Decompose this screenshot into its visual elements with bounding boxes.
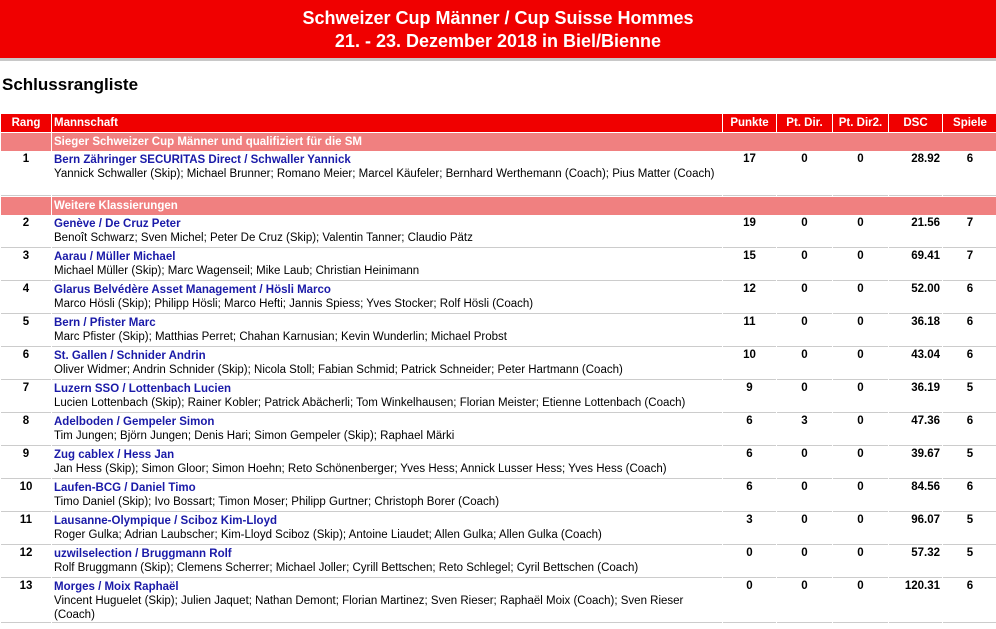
team-link[interactable]: Bern Zähringer SECURITAS Direct / Schwaller Yannick bbox=[54, 154, 351, 166]
pt-dir-cell: 0 bbox=[777, 546, 832, 578]
col-pt-dir-header: Pt. Dir. bbox=[777, 114, 832, 132]
table-header-row bbox=[1, 114, 996, 132]
points-cell: 9 bbox=[723, 381, 776, 413]
team-members: Oliver Widmer; Andrin Schnider (Skip); Nicola Stoll; Fabian Schmid; Patrick Schneider; Peter Hartmann (Coach) bbox=[54, 364, 623, 376]
pt-dir2-cell: 0 bbox=[833, 513, 888, 545]
table-row bbox=[1, 546, 996, 578]
team-members: Lucien Lottenbach (Skip); Rainer Kobler; Patrick Abächerli; Tom Winkelhausen; Florian Meister; Etienne Lottenbach (Coach) bbox=[54, 397, 686, 409]
team-cell bbox=[52, 513, 722, 545]
section-row bbox=[1, 133, 996, 151]
team-cell bbox=[52, 381, 722, 413]
dsc-cell: 120.31 bbox=[889, 579, 942, 623]
pt-dir-cell: 0 bbox=[777, 216, 832, 248]
table-row bbox=[1, 152, 996, 196]
pt-dir-cell: 0 bbox=[777, 579, 832, 623]
games-cell: 6 bbox=[943, 414, 996, 446]
games-cell: 5 bbox=[943, 381, 996, 413]
pt-dir2-cell: 0 bbox=[833, 216, 888, 248]
team-cell bbox=[52, 414, 722, 446]
team-cell bbox=[52, 282, 722, 314]
points-cell: 10 bbox=[723, 348, 776, 380]
pt-dir-cell: 0 bbox=[777, 381, 832, 413]
rank-cell: 13 bbox=[1, 579, 51, 623]
rank-cell: 4 bbox=[1, 282, 51, 314]
pt-dir2-cell: 0 bbox=[833, 282, 888, 314]
page-banner bbox=[0, 0, 996, 61]
table-row bbox=[1, 282, 996, 314]
games-cell: 7 bbox=[943, 216, 996, 248]
pt-dir2-cell: 0 bbox=[833, 315, 888, 347]
team-cell bbox=[52, 152, 722, 196]
team-members: Benoît Schwarz; Sven Michel; Peter De Cruz (Skip); Valentin Tanner; Claudio Pätz bbox=[54, 232, 473, 244]
games-cell: 5 bbox=[943, 447, 996, 479]
team-link[interactable]: Bern / Pfister Marc bbox=[54, 317, 156, 329]
page-title: Schlussrangliste bbox=[2, 75, 139, 94]
dsc-cell: 36.19 bbox=[889, 381, 942, 413]
games-cell: 5 bbox=[943, 546, 996, 578]
points-cell: 12 bbox=[723, 282, 776, 314]
team-members: Marc Pfister (Skip); Matthias Perret; Chahan Karnusian; Kevin Wunderlin; Michael Probst bbox=[54, 331, 507, 343]
games-cell: 6 bbox=[943, 579, 996, 623]
section-row bbox=[1, 197, 996, 215]
col-games-header: Spiele bbox=[943, 114, 996, 132]
points-cell: 3 bbox=[723, 513, 776, 545]
col-rank-header: Rang bbox=[1, 114, 51, 132]
pt-dir2-cell: 0 bbox=[833, 546, 888, 578]
team-members: Rolf Bruggmann (Skip); Clemens Scherrer; Michael Joller; Cyrill Bettschen; Reto Schlegel; Cyril Bettschen (Coach) bbox=[54, 562, 639, 574]
dsc-cell: 43.04 bbox=[889, 348, 942, 380]
dsc-cell: 84.56 bbox=[889, 480, 942, 512]
banner-subtitle: 21. - 23. Dezember 2018 in Biel/Bienne bbox=[334, 31, 662, 51]
team-cell bbox=[52, 546, 722, 578]
team-members: Tim Jungen; Björn Jungen; Denis Hari; Simon Gempeler (Skip); Raphael Märki bbox=[54, 430, 455, 442]
rank-cell: 12 bbox=[1, 546, 51, 578]
table-row bbox=[1, 216, 996, 248]
rank-cell: 2 bbox=[1, 216, 51, 248]
team-link[interactable]: Zug cablex / Hess Jan bbox=[54, 449, 175, 461]
games-cell: 6 bbox=[943, 480, 996, 512]
dsc-cell: 28.92 bbox=[889, 152, 942, 196]
games-cell: 6 bbox=[943, 152, 996, 196]
pt-dir-cell: 0 bbox=[777, 480, 832, 512]
team-link[interactable]: Laufen-BCG / Daniel Timo bbox=[54, 482, 196, 494]
dsc-cell: 47.36 bbox=[889, 414, 942, 446]
pt-dir-cell: 0 bbox=[777, 513, 832, 545]
team-members: Timo Daniel (Skip); Ivo Bossart; Timon Moser; Philipp Gurtner; Christoph Borer (Coach) bbox=[54, 496, 500, 508]
team-cell bbox=[52, 216, 722, 248]
team-link[interactable]: Glarus Belvédère Asset Management / Hösli Marco bbox=[54, 284, 331, 296]
team-cell bbox=[52, 447, 722, 479]
dsc-cell: 52.00 bbox=[889, 282, 942, 314]
games-cell: 7 bbox=[943, 249, 996, 281]
col-points-header: Punkte bbox=[723, 114, 776, 132]
team-members: Yannick Schwaller (Skip); Michael Brunner; Romano Meier; Marcel Käufeler; Bernhard Werthemann (Coach); Pius Matter (Coach) bbox=[54, 168, 715, 180]
pt-dir2-cell: 0 bbox=[833, 414, 888, 446]
rank-cell: 10 bbox=[1, 480, 51, 512]
rank-cell: 9 bbox=[1, 447, 51, 479]
rank-cell: 6 bbox=[1, 348, 51, 380]
points-cell: 15 bbox=[723, 249, 776, 281]
section-label: Sieger Schweizer Cup Männer und qualifiziert für die SM bbox=[52, 133, 996, 151]
team-link[interactable]: Adelboden / Gempeler Simon bbox=[54, 416, 215, 428]
points-cell: 6 bbox=[723, 414, 776, 446]
results-table bbox=[0, 113, 996, 624]
rank-cell: 1 bbox=[1, 152, 51, 196]
dsc-cell: 36.18 bbox=[889, 315, 942, 347]
team-link[interactable]: St. Gallen / Schnider Andrin bbox=[54, 350, 206, 362]
dsc-cell: 96.07 bbox=[889, 513, 942, 545]
team-cell bbox=[52, 315, 722, 347]
pt-dir2-cell: 0 bbox=[833, 381, 888, 413]
points-cell: 0 bbox=[723, 579, 776, 623]
pt-dir-cell: 0 bbox=[777, 282, 832, 314]
team-link[interactable]: Lausanne-Olympique / Sciboz Kim-Lloyd bbox=[54, 515, 277, 527]
team-members: Marco Hösli (Skip); Philipp Hösli; Marco Hefti; Jannis Spiess; Yves Stocker; Rolf Hösli (Coach) bbox=[54, 298, 534, 310]
col-dsc-header: DSC bbox=[889, 114, 942, 132]
pt-dir-cell: 0 bbox=[777, 249, 832, 281]
team-members: Roger Gulka; Adrian Laubscher; Kim-Lloyd Sciboz (Skip); Antoine Liaudet; Allen Gulka; Allen Gulka (Coach) bbox=[54, 529, 602, 541]
team-cell bbox=[52, 579, 722, 623]
pt-dir2-cell: 0 bbox=[833, 348, 888, 380]
team-cell bbox=[52, 480, 722, 512]
games-cell: 6 bbox=[943, 282, 996, 314]
pt-dir2-cell: 0 bbox=[833, 447, 888, 479]
dsc-cell: 57.32 bbox=[889, 546, 942, 578]
pt-dir2-cell: 0 bbox=[833, 152, 888, 196]
table-row bbox=[1, 513, 996, 545]
section-spacer bbox=[1, 197, 51, 215]
dsc-cell: 21.56 bbox=[889, 216, 942, 248]
section-spacer bbox=[1, 133, 51, 151]
games-cell: 6 bbox=[943, 348, 996, 380]
col-team-header: Mannschaft bbox=[52, 114, 722, 132]
results-body bbox=[1, 133, 996, 623]
rank-cell: 7 bbox=[1, 381, 51, 413]
points-cell: 11 bbox=[723, 315, 776, 347]
points-cell: 19 bbox=[723, 216, 776, 248]
pt-dir-cell: 0 bbox=[777, 348, 832, 380]
team-link[interactable]: Luzern SSO / Lottenbach Lucien bbox=[54, 383, 231, 395]
dsc-cell: 39.67 bbox=[889, 447, 942, 479]
points-cell: 6 bbox=[723, 447, 776, 479]
rank-cell: 3 bbox=[1, 249, 51, 281]
team-link[interactable]: uzwilselection / Bruggmann Rolf bbox=[54, 548, 232, 560]
team-link[interactable]: Genève / De Cruz Peter bbox=[54, 218, 181, 230]
games-cell: 6 bbox=[943, 315, 996, 347]
dsc-cell: 69.41 bbox=[889, 249, 942, 281]
pt-dir-cell: 0 bbox=[777, 447, 832, 479]
rank-cell: 5 bbox=[1, 315, 51, 347]
table-row bbox=[1, 414, 996, 446]
pt-dir-cell: 0 bbox=[777, 152, 832, 196]
team-link[interactable]: Morges / Moix Raphaël bbox=[54, 581, 179, 593]
pt-dir2-cell: 0 bbox=[833, 480, 888, 512]
table-row bbox=[1, 249, 996, 281]
pt-dir-cell: 3 bbox=[777, 414, 832, 446]
team-members: Vincent Huguelet (Skip); Julien Jaquet; Nathan Demont; Florian Martinez; Sven Rieser; Raphaël Moix (Coach); Sven Rieser (Coach) bbox=[54, 595, 684, 621]
team-cell bbox=[52, 348, 722, 380]
table-row bbox=[1, 381, 996, 413]
team-members: Jan Hess (Skip); Simon Gloor; Simon Hoehn; Reto Schönenberger; Yves Hess; Annick Lusser Hess; Yves Hess (Coach) bbox=[54, 463, 667, 475]
section-label: Weitere Klassierungen bbox=[52, 197, 996, 215]
rank-cell: 11 bbox=[1, 513, 51, 545]
team-link[interactable]: Aarau / Müller Michael bbox=[54, 251, 176, 263]
points-cell: 17 bbox=[723, 152, 776, 196]
points-cell: 0 bbox=[723, 546, 776, 578]
col-pt-dir2-header: Pt. Dir2. bbox=[833, 114, 888, 132]
table-row bbox=[1, 315, 996, 347]
table-row bbox=[1, 348, 996, 380]
pt-dir2-cell: 0 bbox=[833, 249, 888, 281]
table-row bbox=[1, 447, 996, 479]
table-row bbox=[1, 480, 996, 512]
points-cell: 6 bbox=[723, 480, 776, 512]
table-row bbox=[1, 579, 996, 623]
pt-dir2-cell: 0 bbox=[833, 579, 888, 623]
banner-title: Schweizer Cup Männer / Cup Suisse Hommes bbox=[302, 8, 694, 28]
pt-dir-cell: 0 bbox=[777, 315, 832, 347]
team-members: Michael Müller (Skip); Marc Wagenseil; Mike Laub; Christian Heinimann bbox=[54, 265, 420, 277]
rank-cell: 8 bbox=[1, 414, 51, 446]
games-cell: 5 bbox=[943, 513, 996, 545]
team-cell bbox=[52, 249, 722, 281]
